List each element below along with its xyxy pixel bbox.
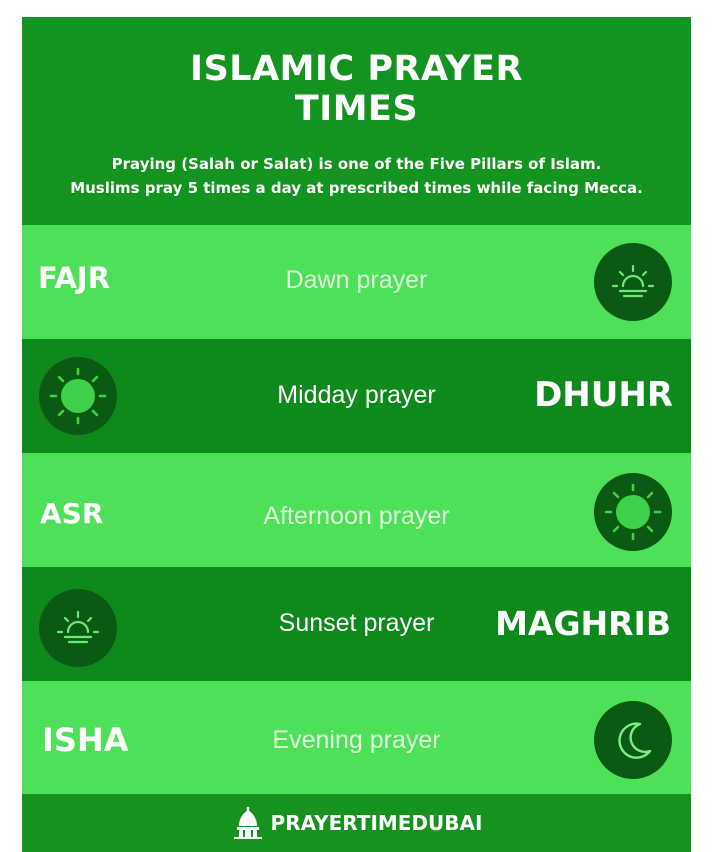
prayer-row-fajr bbox=[22, 225, 691, 339]
prayer-name: MAGHRIB bbox=[495, 604, 671, 643]
prayer-description: Dawn prayer bbox=[285, 266, 428, 294]
prayer-name: FAJR bbox=[38, 261, 111, 295]
prayer-row-dhuhr bbox=[22, 339, 691, 453]
intro-text bbox=[22, 152, 691, 200]
title-line-1: ISLAMIC PRAYER bbox=[190, 49, 523, 89]
page-title bbox=[22, 49, 691, 129]
sun-icon bbox=[593, 472, 673, 552]
brand[interactable] bbox=[22, 794, 691, 852]
prayer-name: ISHA bbox=[42, 721, 129, 759]
header bbox=[22, 17, 691, 225]
crescent-moon-icon bbox=[593, 700, 673, 780]
prayer-description: Afternoon prayer bbox=[263, 502, 450, 530]
prayer-times-infographic bbox=[22, 17, 691, 852]
prayer-description: Midday prayer bbox=[277, 381, 436, 409]
title-line-2: TIMES bbox=[294, 89, 419, 129]
intro-line-1: Praying (Salah or Salat) is one of the Five Pillars of Islam. bbox=[111, 155, 602, 173]
footer bbox=[22, 794, 691, 852]
intro-line-2: Muslims pray 5 times a day at prescribed times while facing Mecca. bbox=[70, 179, 643, 197]
brand-name: PRAYERTIMEDUBAI bbox=[270, 811, 483, 835]
sunrise-icon bbox=[593, 242, 673, 322]
prayer-name: ASR bbox=[40, 497, 104, 530]
prayer-description: Sunset prayer bbox=[278, 609, 435, 637]
prayer-row-asr bbox=[22, 453, 691, 567]
prayer-description: Evening prayer bbox=[272, 726, 441, 754]
prayer-name: DHUHR bbox=[534, 375, 673, 415]
prayer-row-maghrib bbox=[22, 567, 691, 681]
prayer-row-isha bbox=[22, 681, 691, 795]
mosque-icon bbox=[231, 806, 265, 840]
